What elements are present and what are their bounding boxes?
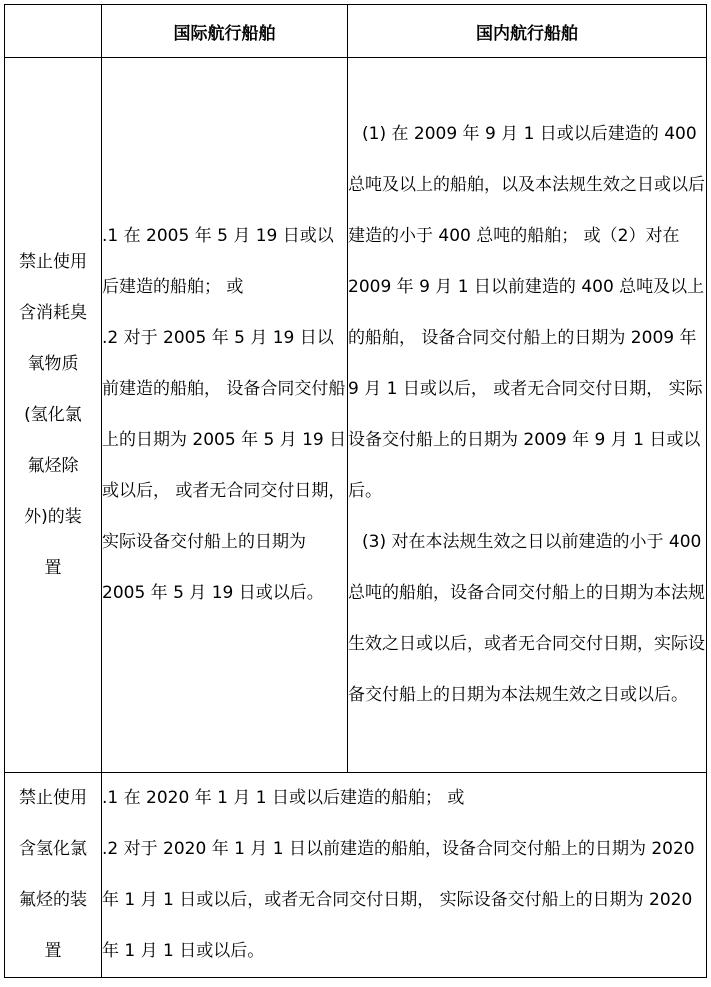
row-label-ods bbox=[5, 58, 102, 773]
header-domestic: 国内航行船舶 bbox=[348, 5, 707, 58]
hcfc-paragraph-2: .2 对于 2020 年 1 月 1 日以前建造的船舶，设备合同交付船上的日期为 2020 年 1 月 1 日或以后，或者无合同交付日期， 实际设备交付船上的日期为 2020 年 1 月 1 日或以后。 bbox=[102, 839, 695, 961]
label-line: 含氢化氯 bbox=[19, 839, 87, 859]
header-intl: 国际航行船舶 bbox=[102, 5, 348, 58]
regulation-table bbox=[4, 4, 707, 978]
merged-cell-hcfc bbox=[102, 773, 707, 978]
header-empty-cell bbox=[5, 5, 102, 58]
table-row-hcfc bbox=[5, 773, 707, 978]
intl-cell-ods bbox=[102, 58, 348, 773]
label-line: 禁止使用 bbox=[19, 251, 87, 272]
label-line: (氢化氯 bbox=[24, 404, 82, 425]
domestic-paragraph-1: (1) 在 2009 年 9 月 1 日或以后建造的 400 总吨及以上的船舶，以及本法规生效之日或以后建造的小于 400 总吨的船舶； 或（2）对在 2009 年 9 月 1 日以前建造的 400 总吨及以上的船舶， 设备合同交付船上的日期为 2009 年 9 月 1 日或以后， 或者无合同交付日期， 实际设备交付船上的日期为 2009 年 9 月 1 日或以后。 bbox=[348, 124, 705, 501]
label-line: 氟烃的装 bbox=[19, 890, 87, 910]
intl-paragraph-2: .2 对于 2005 年 5 月 19 日以前建造的船舶， 设备合同交付船上的日期为 2005 年 5 月 19 日或以后， 或者无合同交付日期， 实际设备交付船上的日期为 2005 年 5 月 19 日或以后。 bbox=[102, 328, 347, 603]
domestic-paragraph-2: (3) 对在本法规生效之日以前建造的小于 400 总吨的船舶，设备合同交付船上的日期为本法规生效之日或以后，或者无合同交付日期，实际设备交付船上的日期为本法规生效之日或以后。 bbox=[348, 532, 705, 705]
label-line: 禁止使用 bbox=[19, 788, 87, 808]
table-row-ods bbox=[5, 58, 707, 773]
domestic-cell-ods bbox=[348, 58, 707, 773]
label-line: 置 bbox=[44, 557, 62, 578]
intl-paragraph-1: .1 在 2005 年 5 月 19 日或以后建造的船舶； 或 bbox=[102, 226, 334, 297]
row-label-hcfc bbox=[5, 773, 102, 978]
label-line: 氧物质 bbox=[27, 353, 79, 374]
label-line: 置 bbox=[44, 941, 62, 961]
label-line: 含消耗臭 bbox=[19, 302, 87, 323]
label-line: 氟烃除 bbox=[27, 455, 79, 476]
header-row bbox=[5, 5, 707, 58]
label-line: 外)的装 bbox=[24, 506, 82, 527]
hcfc-paragraph-1: .1 在 2020 年 1 月 1 日或以后建造的船舶； 或 bbox=[102, 788, 465, 808]
